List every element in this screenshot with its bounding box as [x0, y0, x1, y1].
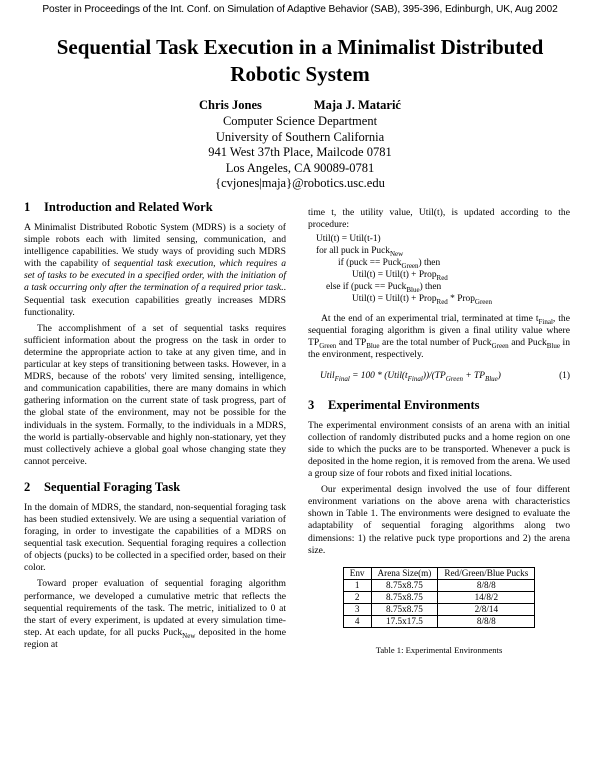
procedure-line: if (puck == Puck$_{Green}$) then [338, 258, 441, 271]
procedure-line: for all puck in Puck$_{New}$ [316, 246, 404, 259]
table-header-cell: Arena Size(m) [371, 567, 438, 579]
table-cell: 17.5x17.5 [371, 615, 438, 627]
paper-title: Sequential Task Execution in a Minimalist Distributed Robotic System [56, 35, 544, 86]
table-cell: 3 [343, 603, 371, 615]
section-heading-environments: 3 Experimental Environments [308, 397, 480, 412]
foraging-paragraph-3: time t, the utility value, Util(t), is updated according to the procedure: [308, 207, 570, 231]
table-cell: 8.75x8.75 [371, 591, 438, 603]
section-heading-intro: 1 Introduction and Related Work [24, 200, 213, 214]
environments-table [343, 567, 536, 628]
table-header-cell: Env [343, 567, 371, 579]
affiliation-line: Computer Science Department [222, 114, 378, 128]
table-header-row [343, 567, 535, 579]
procedure-line: Util(t) = Util(t) + Prop$_{Red}$ * Prop$_{Green}$ [352, 294, 493, 307]
table-cell: 2/8/14 [438, 603, 535, 615]
table-cell: 2 [343, 591, 371, 603]
intro-paragraph-2: The accomplishment of a set of sequential tasks requires sufficient information about the progress on the task in order to determine the appropriate action to take at any given time, and in particular at key steps of transitioning between tasks. However, in a MDRS, because of the robots' very limited sensing, intelligence, and communication capabilities, there are many domains in which gathering information on the current state of task progress, part of the global state of the environment, may not be possible for the individuals in the system. Formally, to the individuals in a MDRS, the world is partially-observable and highly non-stationary, yet they must collectively achieve a global goal whose changing state they cannot perceive. [24, 322, 286, 467]
equation-number: (1) [559, 370, 570, 381]
equation-1 [308, 370, 570, 382]
procedure-line: Util(t) = Util(t-1) [316, 234, 381, 245]
procedure-line: Util(t) = Util(t) + Prop$_{Red}$ [352, 270, 448, 283]
foraging-paragraph-1: In the domain of MDRS, the standard, non-sequential foraging task has been studied extensively. We are using a sequential variation of foraging, in order to investigate the capabilities of a MDRS on sequential task execution. Sequential foraging requires a collection of objects (pucks) to be collected in a specified order, based on their color. [24, 501, 286, 574]
table-cell: 8.75x8.75 [371, 579, 438, 591]
section-heading-foraging: 2 Sequential Foraging Task [24, 479, 181, 494]
table-caption: Table 1: Experimental Environments [375, 644, 503, 655]
authors [0, 98, 600, 113]
table-row [343, 591, 535, 603]
environments-paragraph-1: The experimental environment consists of an arena with an initial collection of randomly distributed pucks and a home region on one side to which the pucks are to be transported. Whenever a puck is deposited in the home region, it is removed from the arena. We used a group size of four robots and fixed initial locations. [308, 419, 570, 480]
right-column [308, 207, 570, 656]
author-2: Maja J. Matarić [313, 98, 401, 112]
author-1: Chris Jones [199, 98, 262, 112]
table-cell: 1 [343, 579, 371, 591]
affiliation-email: {cvjones|maja}@robotics.usc.edu [215, 176, 385, 190]
table-cell: 14/8/2 [438, 591, 535, 603]
procedure-line: else if (puck == Puck$_{Blue}$) then [326, 282, 442, 295]
header-note: Poster in Proceedings of the Int. Conf. on Simulation of Adaptive Behavior (SAB), 395-396, Edinburgh, UK, Aug 2002 [42, 4, 558, 15]
environments-paragraph-2: Our experimental design involved the use of four different environment variations on the above arena with characteristics shown in Table 1. The environments were designed to evaluate the adaptability of sequential foraging algorithms along two dimensions: 1) the relative puck type proportions and 2) the arena size. [308, 484, 570, 556]
table-row [343, 603, 535, 615]
intro-paragraph-1: A Minimalist Distributed Robotic System (MDRS) is a society of simple robots each with limited sensing, communication, and intelligence capabilities. We study ways of providing such MDRS with the capability of sequential task execution, which requires a set of tasks to be executed in a specified order, with the initiation of a task occurring only after the termination of a required prior task.. Sequential task execution capabilities greatly increases MDRS functionality. [24, 222, 286, 318]
table-cell: 4 [343, 615, 371, 627]
left-column [24, 200, 286, 651]
foraging-paragraph-2: Toward proper evaluation of sequential foraging algorithm performance, we developed a cumulative metric that reflects the sequential requirements of the task. The metric, initialized to 0 at the start of every experiment, is updated at every simulation time-step. At each update, for all pucks Puck$_{New}$ deposited in the home region at [24, 578, 287, 650]
update-procedure [308, 233, 570, 305]
equation-body: Util$_{Final}$ = $100 * (Util(t_{Final}))/(TP_{Green} + TP_{Blue})$ [320, 370, 501, 383]
table-row [343, 579, 535, 591]
final-utility-paragraph: At the end of an experimental trial, terminated at time $t_{Final}$, the sequential foraging algorithm is given a final utility value where $TP_{Green}$ and $TP_{Blue}$ are the total number of Puck$_{Green}$ and Puck$_{Blue}$ in the environment, respectively. [308, 313, 571, 361]
affiliation-line: University of Southern California [215, 129, 385, 144]
affiliation [0, 114, 600, 192]
table-cell: 8/8/8 [438, 615, 535, 627]
table-cell: 8.75x8.75 [371, 603, 438, 615]
table-row [343, 615, 535, 627]
table-header-cell: Red/Green/Blue Pucks [438, 567, 535, 579]
table-cell: 8/8/8 [438, 579, 535, 591]
affiliation-line: Los Angeles, CA 90089-0781 [225, 160, 375, 175]
affiliation-line: 941 West 37th Place, Mailcode 0781 [208, 145, 392, 159]
